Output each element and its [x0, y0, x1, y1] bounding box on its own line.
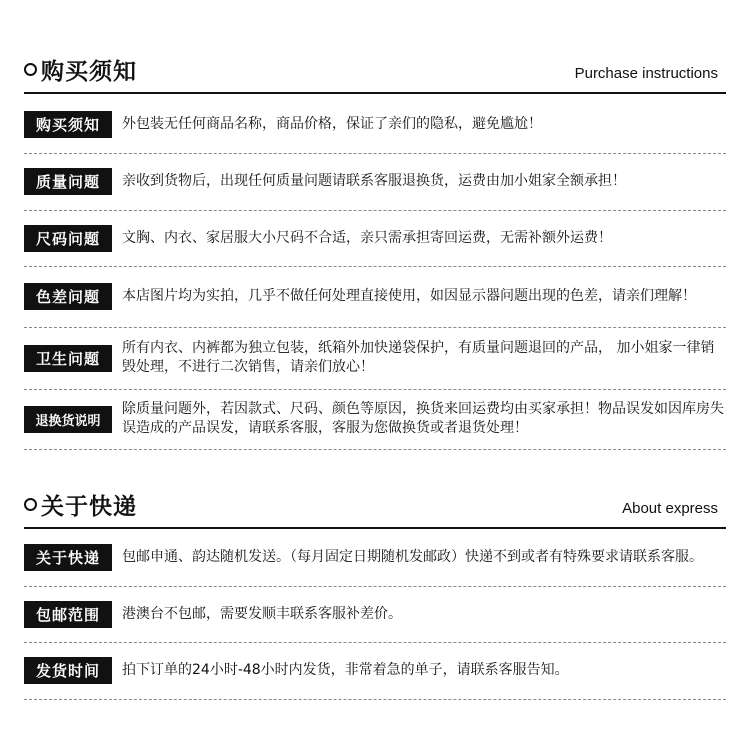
notice-text: 外包装无任何商品名称，商品价格，保证了亲们的隐私，避免尴尬！	[122, 116, 542, 132]
express-section-title	[24, 488, 137, 521]
notice-label: 色差问题	[24, 283, 112, 310]
notice-label: 包邮范围	[24, 601, 112, 628]
notice-text: 除质量问题外，若因款式、尺码、颜色等原因，换货来回运费均由买家承担！物品误发如因库房失误造成的产品误发，请联系客服，客服为您做换货或者退货处理！	[122, 401, 724, 436]
notice-label: 尺码问题	[24, 225, 112, 252]
notice-row-size	[24, 210, 726, 267]
express-title-text: 关于快递	[41, 494, 137, 520]
purchase-section-header	[24, 52, 726, 94]
notice-text: 亲收到货物后，出现任何质量问题请联系客服退换货，运费由加小姐家全额承担！	[122, 173, 626, 189]
circle-icon	[24, 63, 37, 76]
purchase-title-text: 购买须知	[41, 59, 137, 85]
notice-row-hygiene	[24, 327, 726, 390]
notice-text: 港澳台不包邮，需要发顺丰联系客服补差价。	[122, 605, 402, 622]
notice-label: 卫生问题	[24, 345, 112, 372]
express-subtitle-en: About express	[622, 500, 718, 517]
notice-row-returns	[24, 389, 726, 450]
notice-text: 本店图片均为实拍，几乎不做任何处理直接使用，如因显示器问题出现的色差，请亲们理解！	[122, 288, 696, 304]
notice-row-dispatch-time	[24, 642, 726, 700]
notice-row-quality	[24, 153, 726, 211]
notice-row-shipping-scope	[24, 586, 726, 643]
notice-label: 购买须知	[24, 111, 112, 138]
notice-row-purchase	[24, 96, 726, 154]
notice-label: 质量问题	[24, 168, 112, 195]
express-section	[24, 487, 726, 529]
notice-label: 发货时间	[24, 657, 112, 684]
notice-text: 所有内衣、内裤都为独立包装，纸箱外加快递袋保护，有质量问题退回的产品， 加小姐家一律销毁处理，不进行二次销售，请亲们放心！	[122, 340, 715, 375]
purchase-subtitle-en: Purchase instructions	[574, 65, 718, 82]
circle-icon	[24, 498, 37, 511]
express-section-header	[24, 487, 726, 529]
purchase-section	[24, 52, 726, 94]
notice-text: 拍下订单的24小时-48小时内发货，非常着急的单子，请联系客服告知。	[122, 662, 569, 678]
notice-label: 关于快递	[24, 544, 112, 571]
notice-row-color	[24, 266, 726, 328]
notice-text: 文胸、内衣、家居服大小尺码不合适，亲只需承担寄回运费，无需补额外运费！	[122, 229, 612, 246]
notice-row-express	[24, 529, 726, 587]
purchase-section-title	[24, 53, 137, 86]
notice-label: 退换货说明	[24, 406, 112, 433]
notice-text: 包邮申通、韵达随机发送。（每月固定日期随机发邮政）快递不到或者有特殊要求请联系客服。	[122, 549, 703, 565]
